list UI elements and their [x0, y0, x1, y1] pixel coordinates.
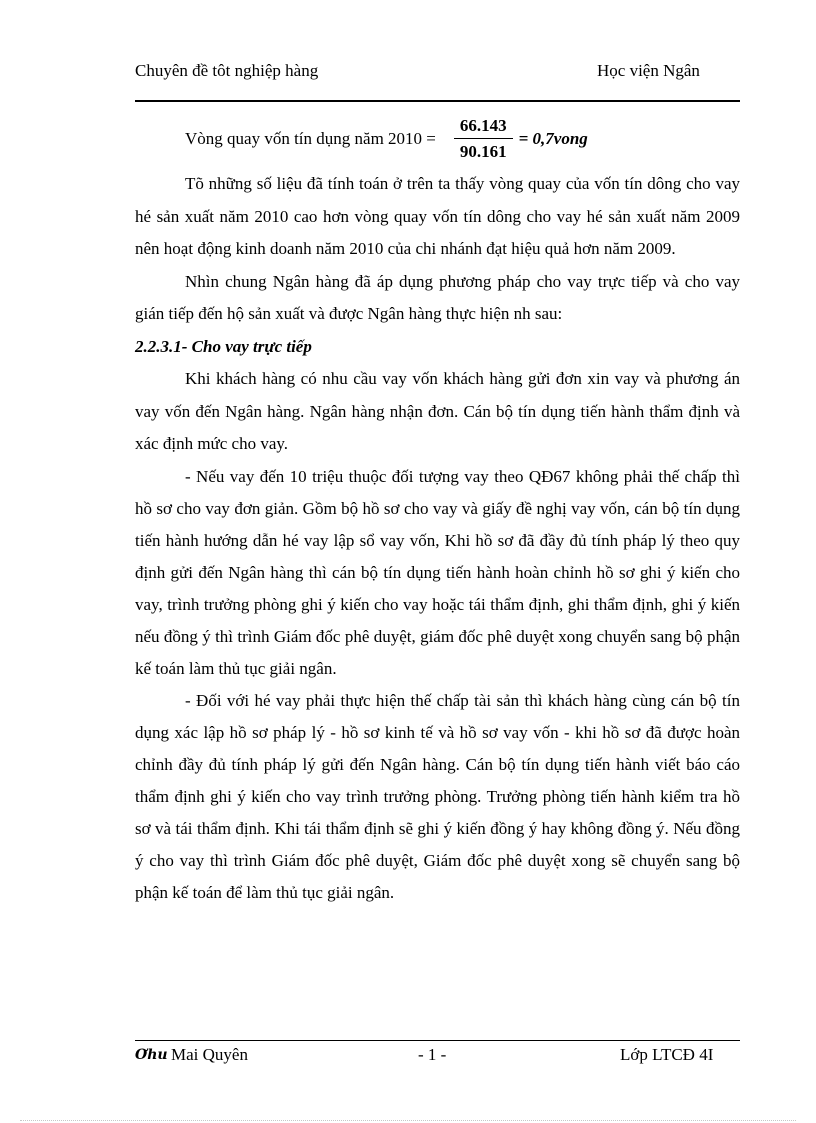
header-right-text: Học viện Ngân: [597, 61, 700, 80]
paragraph-4: - Nếu vay đến 10 triệu thuộc đối tượng vay theo QĐ67 không phải thế chấp thì hồ sơ cho vay đơn giản. Gồm bộ hồ sơ cho vay và giấy đề nghị vay vốn, cán bộ tín dụng tiến hành hướng dẫn hé vay lập sổ vay vốn, Khi hồ sơ đã đầy đủ tính pháp lý theo quy định gửi đến Ngân hàng thì cán bộ tín dụng tiến hành hoàn chỉnh hồ sơ ghi ý kiến cho vay, trình trưởng phòng ghi ý kiến cho vay hoặc tái thẩm định, ghi thẩm định, ghi ý kiến nếu đồng ý thì trình Giám đốc phê duyệt, giám đốc phê duyệt xong chuyển sang bộ phận kế toán làm thủ tục giải ngân.: [135, 466, 740, 678]
formula-label: Vòng quay vốn tín dụng năm 2010 =: [185, 129, 436, 148]
page-number: - 1 -: [418, 1045, 447, 1064]
formula-result: = 0,7vong: [518, 129, 588, 148]
footer-divider: [135, 1040, 740, 1041]
formula-fraction: [454, 116, 513, 162]
header-left-text: Chuyên đề tôt nghiệp hàng: [135, 61, 319, 80]
section-heading: 2.2.3.1- Cho vay trực tiếp: [135, 336, 312, 356]
paragraph-3: Khi khách hàng có nhu cầu vay vốn khách hàng gửi đơn xin vay và phương án vay vốn đến Ngân hàng. Ngân hàng nhận đơn. Cán bộ tín dụng tiến hành thẩm định và xác định mức cho vay.: [135, 369, 740, 453]
formula-denominator: 90.161: [454, 138, 513, 162]
signature-mark: Ơhu: [135, 1047, 168, 1063]
formula-numerator: 66.143: [459, 116, 507, 135]
footer-class: Lớp LTCĐ 4I: [620, 1045, 714, 1064]
paragraph-2: Nhìn chung Ngân hàng đã áp dụng phương pháp cho vay trực tiếp và cho vay gián tiếp đến hộ sản xuất và được Ngân hàng thực hiện nh sau:: [135, 271, 740, 323]
footer-author: Mai Quyên: [171, 1045, 248, 1064]
formula: [185, 118, 588, 160]
page-edge-line: [20, 1120, 796, 1121]
header-divider: [135, 100, 740, 102]
paragraph-5: - Đối với hé vay phải thực hiện thế chấp tài sản thì khách hàng cùng cán bộ tín dụng xác lập hồ sơ pháp lý - hồ sơ kinh tế và hồ sơ vay vốn - khi hồ sơ đã được hoàn chỉnh đầy đủ tính pháp lý gửi đến Ngân hàng. Cán bộ tín dụng tiến hành viết báo cáo thẩm định ghi ý kiến cho vay trình trưởng phòng. Trưởng phòng tiến hành kiểm tra hồ sơ và tái thẩm định. Khi tái thẩm định sẽ ghi ý kiến đồng ý hay không đồng ý. Nếu đồng ý cho vay thì trình Giám đốc phê duyệt, Giám đốc phê duyệt xong sẽ chuyển sang bộ phận kế toán để làm thủ tục giải ngân.: [135, 690, 740, 902]
paragraph-1: Tõ những số liệu đã tính toán ở trên ta thấy vòng quay của vốn tín dông cho vay hé sản xuất năm 2010 cao hơn vòng quay vốn tín dông cho vay hé sản xuất năm 2009 nên hoạt động kinh doanh năm 2010 của chi nhánh đạt hiệu quả hơn năm 2009.: [135, 174, 740, 258]
body-text: [135, 168, 740, 909]
